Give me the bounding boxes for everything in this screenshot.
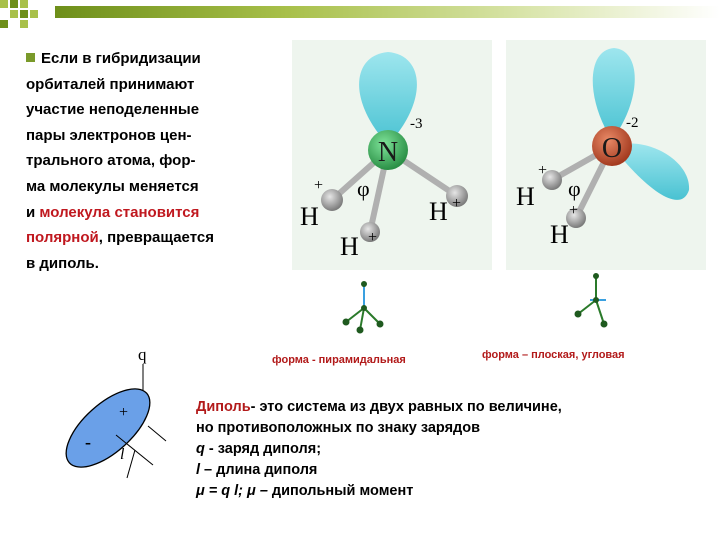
caption-pyramidal: форма - пирамидальная	[272, 354, 406, 366]
para-line: пары электронов цен-	[26, 126, 192, 144]
definition-text: но противоположных по знаку зарядов	[196, 420, 481, 436]
dipole-ellipse	[53, 375, 162, 480]
dipole-diagram	[50, 340, 190, 490]
plus-sign: +	[314, 177, 324, 194]
definition-text: - это система из двух равных по величине,	[250, 399, 562, 415]
para-line: ма молекулы меняется	[26, 177, 199, 195]
corner-decoration	[0, 0, 60, 40]
hydrogen-atom	[321, 189, 343, 211]
plus-sign: +	[569, 202, 579, 219]
atom-label-H: H	[300, 202, 319, 231]
para-line: в диполь.	[26, 254, 99, 272]
angular-shape-icon	[566, 270, 626, 335]
para-line: Если в гибридизации	[41, 50, 201, 67]
para-text: и	[26, 203, 40, 221]
dipole-length-label: l	[120, 446, 125, 463]
atom-label-H: H	[516, 182, 535, 211]
water-molecule-figure	[506, 40, 706, 270]
para-text: , превращается	[98, 229, 214, 247]
plus-sign: +	[452, 195, 462, 212]
definition-text: дипольный момент	[267, 483, 414, 499]
bullet-icon	[26, 53, 35, 62]
atom-label-N: N	[377, 137, 399, 168]
symbol-l: l	[196, 462, 201, 478]
dipole-plus-sign: +	[119, 404, 129, 421]
atom-label-H: H	[550, 220, 569, 249]
angle-label: φ	[357, 176, 370, 201]
atom-label-O: O	[601, 133, 623, 164]
pyramidal-shape-icon	[336, 278, 396, 343]
definition-text: - заряд диполя;	[204, 441, 322, 457]
para-line: трального атома, фор-	[26, 152, 196, 170]
caption-angular: форма – плоская, угловая	[482, 349, 625, 361]
dipole-charge-label: q	[138, 345, 147, 364]
plus-sign: +	[538, 162, 548, 179]
definition-text: – длина диполя	[200, 462, 318, 478]
dipole-definition	[196, 397, 562, 502]
definition-term: Диполь	[196, 399, 251, 415]
atom-label-H: H	[429, 197, 448, 226]
dipole-moment-formula: μ = q l; μ –	[196, 483, 268, 499]
charge-label: -2	[626, 115, 639, 131]
para-line: участие неподеленные	[26, 101, 200, 119]
para-line: орбиталей принимают	[26, 75, 195, 93]
dipole-minus-sign: -	[85, 432, 91, 452]
symbol-q: q	[196, 441, 205, 457]
para-highlight: молекула становится	[39, 203, 200, 221]
ammonia-molecule-figure	[292, 40, 492, 270]
plus-sign: +	[368, 229, 378, 246]
angle-label: φ	[568, 176, 581, 201]
atom-label-H: H	[340, 232, 359, 261]
header-bar	[55, 6, 720, 18]
charge-label: -3	[410, 116, 423, 132]
hybridization-paragraph	[26, 46, 276, 276]
para-highlight: полярной	[26, 229, 99, 247]
